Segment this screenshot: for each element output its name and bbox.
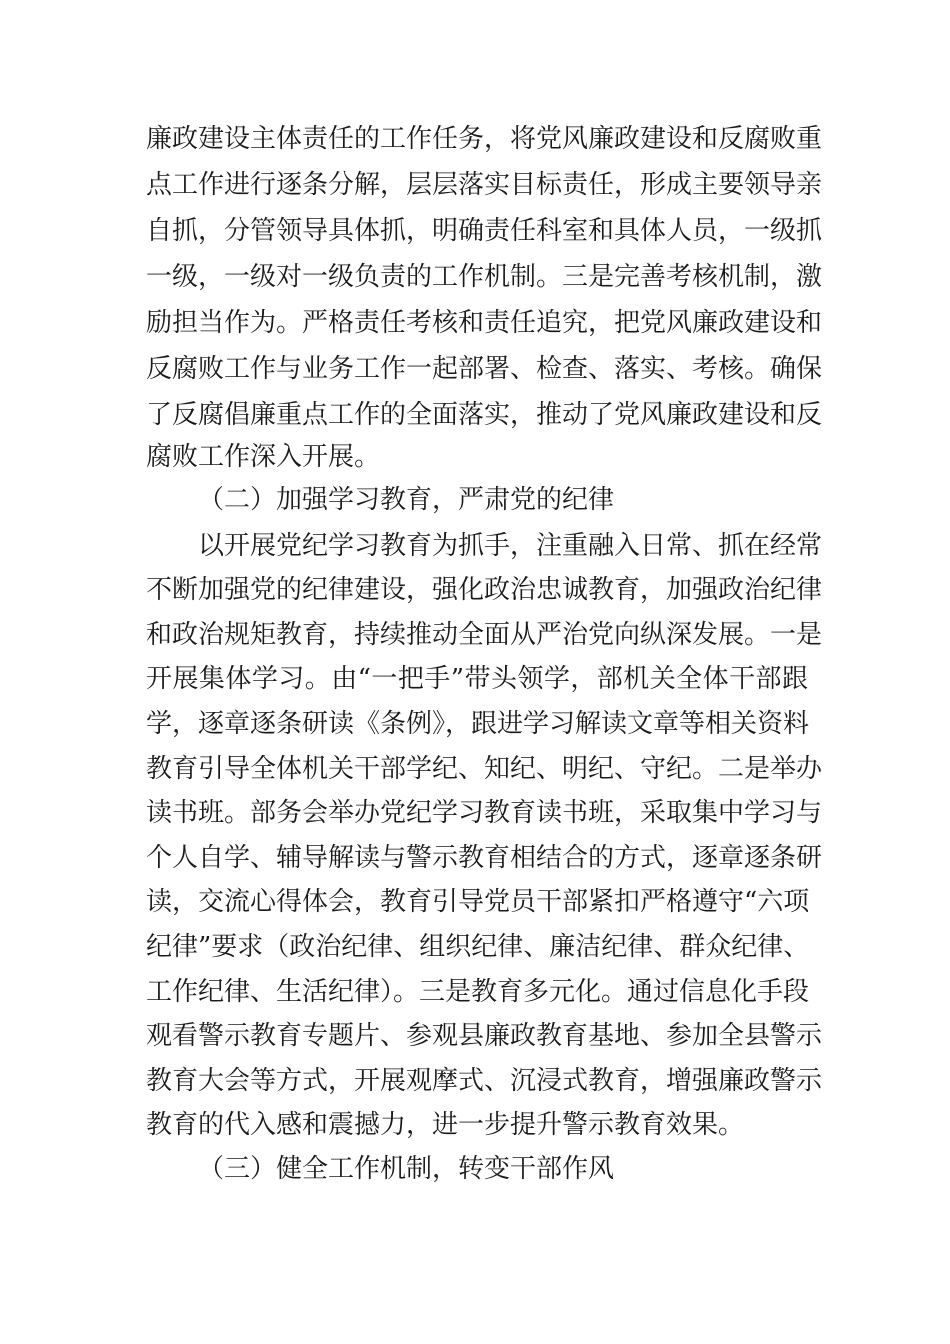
paragraph-2-line-14: 教育的代入感和震撼力，进一步提升警示教育效果。 (146, 1110, 745, 1140)
paragraph-1-line-1: 廉政建设主体责任的工作任务，将党风廉政建设和反腐败重 (146, 124, 823, 154)
paragraph-1-line-6: 反腐败工作与业务工作一起部署、检查、落实、考核。确保 (146, 354, 823, 384)
paragraph-2-line-13: 教育大会等方式，开展观摩式、沉浸式教育，增强廉政警示 (146, 1066, 823, 1096)
section-heading-2: （二）加强学习教育，严肃党的纪律 (198, 485, 615, 515)
paragraph-2-line-1: 以开展党纪学习教育为抓手，注重融入日常、抓在经常 (198, 531, 823, 561)
section-heading-3: （三）健全工作机制，转变干部作风 (198, 1154, 615, 1184)
paragraph-1-line-3: 自抓，分管领导具体抓，明确责任科室和具体人员，一级抓 (146, 216, 823, 246)
paragraph-2-line-11: 工作纪律、生活纪律）。三是教育多元化。通过信息化手段 (146, 977, 810, 1007)
paragraph-2-line-10: 纪律”要求（政治纪律、组织纪律、廉洁纪律、群众纪律、 (146, 932, 810, 962)
paragraph-1-line-8: 腐败工作深入开展。 (146, 442, 381, 472)
paragraph-2-line-8: 个人自学、辅导解读与警示教育相结合的方式，逐章逐条研 (146, 843, 823, 873)
paragraph-2-line-9: 读，交流心得体会，教育引导党员干部紧扣严格遵守“六项 (146, 887, 810, 917)
paragraph-2-line-6: 教育引导全体机关干部学纪、知纪、明纪、守纪。二是举办 (146, 754, 823, 784)
paragraph-2-line-3: 和政治规矩教育，持续推动全面从严治党向纵深发展。一是 (146, 620, 823, 650)
paragraph-1-line-7: 了反腐倡廉重点工作的全面落实，推动了党风廉政建设和反 (146, 400, 823, 430)
paragraph-1-line-4: 一级，一级对一级负责的工作机制。三是完善考核机制，激 (146, 262, 823, 292)
paragraph-2-line-2: 不断加强党的纪律建设，强化政治忠诚教育，加强政治纪律 (146, 575, 823, 605)
paragraph-1-line-5: 励担当作为。严格责任考核和责任追究，把党风廉政建设和 (146, 308, 823, 338)
paragraph-2-line-4: 开展集体学习。由“一把手”带头领学，部机关全体干部跟 (146, 664, 808, 694)
paragraph-1-line-2: 点工作进行逐条分解，层层落实目标责任，形成主要领导亲 (146, 170, 823, 200)
paragraph-2-line-12: 观看警示教育专题片、参观县廉政教育基地、参加全县警示 (146, 1021, 823, 1051)
paragraph-2-line-7: 读书班。部务会举办党纪学习教育读书班，采取集中学习与 (146, 798, 823, 828)
paragraph-2-line-5: 学，逐章逐条研读《条例》，跟进学习解读文章等相关资料 (146, 709, 810, 739)
